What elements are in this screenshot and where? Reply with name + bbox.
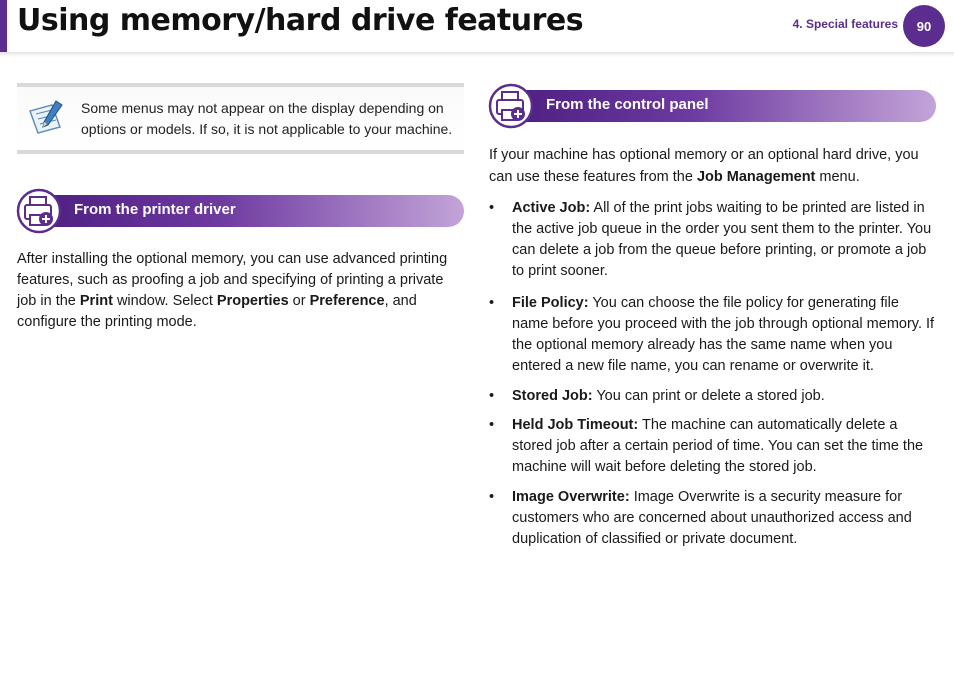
feature-list (489, 198, 937, 550)
properties-label: Properties (216, 293, 289, 309)
note-pencil-icon (26, 97, 68, 139)
paragraph-text: After installing the optional memory, you can use advanced printing features, such as proofing a job and specifying of printing a private job in the (17, 251, 448, 309)
printer-plus-icon (488, 83, 534, 129)
list-item-text: The machine can automatically delete a stored job after a certain period of time. You can set the time the machine will wait before deleting the stored job. (512, 417, 924, 475)
intro-text: menu. (815, 169, 860, 185)
preference-label: Preference (309, 293, 385, 309)
list-item-image-overwrite (489, 487, 937, 550)
list-item-active-job (489, 198, 937, 282)
paragraph-text: or (288, 293, 310, 309)
note-box (17, 83, 464, 154)
section-heading-printer-driver: From the printer driver (74, 201, 236, 218)
title-divider (0, 52, 954, 57)
list-item-text: You can print or delete a stored job. (592, 388, 825, 404)
job-management-label: Job Management (696, 169, 816, 185)
list-item-text: All of the print jobs waiting to be printed are listed in the active job queue in the order you sent them to the printer. You can delete a job from the queue before printing, or promote a job to print sooner. (512, 200, 932, 279)
section-header-control-panel (489, 90, 936, 122)
list-item-label: Active Job: (512, 200, 591, 216)
paragraph-text: , and configure the printing mode. (17, 293, 417, 330)
printer-plus-icon (16, 188, 62, 234)
list-item-text: You can choose the file policy for generating file name before you proceed with the job through optional memory. If the optional memory already has the same name when you entered a new file name, you can rename or overwrite it. (512, 295, 935, 374)
page-number-badge: 90 (903, 5, 945, 47)
list-item-stored-job (489, 386, 937, 407)
printer-driver-paragraph (17, 249, 465, 333)
title-accent-bar (0, 0, 7, 52)
page-title: Using memory/hard drive features (17, 3, 584, 38)
print-window-label: Print (79, 293, 113, 309)
list-item-file-policy (489, 293, 937, 377)
section-heading-control-panel: From the control panel (546, 96, 709, 113)
bullet-marker: • (489, 489, 495, 505)
bullet-marker: • (489, 388, 495, 404)
note-text: Some menus may not appear on the display depending on options or models. If so, it is not applicable to your machine. (81, 100, 453, 137)
paragraph-text: window. Select (112, 293, 217, 309)
bullet-marker: • (489, 417, 495, 433)
list-item-label: Stored Job: (512, 388, 593, 404)
control-panel-intro (489, 144, 937, 188)
list-item-label: Image Overwrite: (512, 489, 630, 505)
list-item-label: Held Job Timeout: (512, 417, 639, 433)
bullet-marker: • (489, 200, 495, 216)
bullet-marker: • (489, 295, 495, 311)
list-item-held-job-timeout (489, 415, 937, 478)
intro-text: If your machine has optional memory or an optional hard drive, you can use these features from the (489, 147, 919, 185)
list-item-label: File Policy: (512, 295, 589, 311)
section-header-printer-driver (17, 195, 464, 227)
list-item-text: Image Overwrite is a security measure for customers who are concerned about unauthorized access and duplication of classified or private document. (512, 489, 912, 547)
chapter-label: 4. Special features (792, 17, 898, 31)
